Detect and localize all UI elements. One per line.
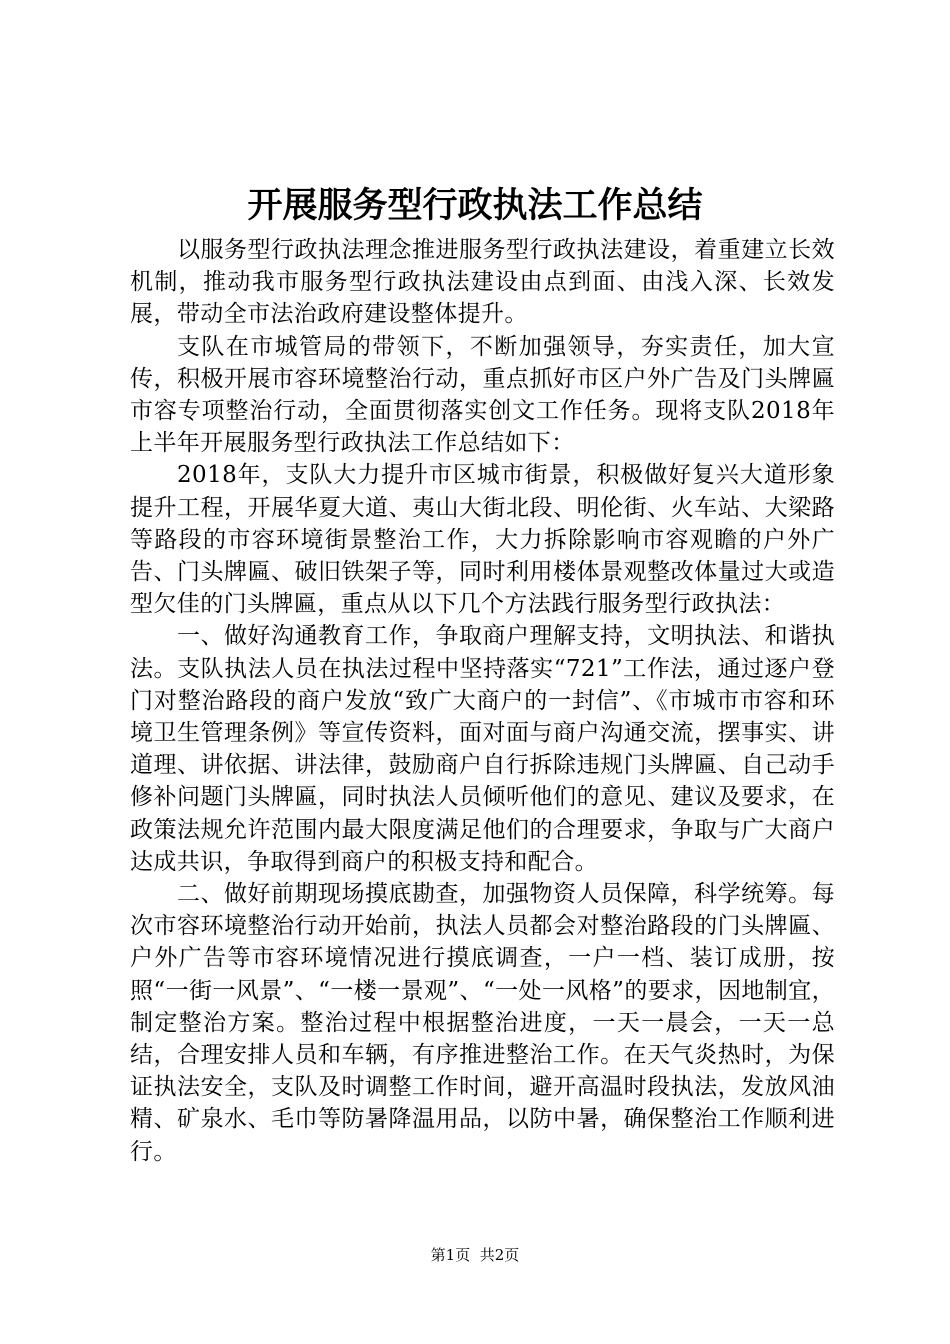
page-number-total: 共2页: [479, 1246, 520, 1264]
paragraph-overview-2018: 2018年，支队大力提升市区城市街景，积极做好复兴大道形象提升工程，开展华夏大道、夷山大街北段、明伦街、火车站、大梁路等路段的市容环境街景整治工作，大力拆除影响市容观瞻的户外广告、门头牌匾、破旧铁架子等，同时利用楼体景观整改体量过大或造型欠佳的门头牌匾，重点从以下几个方法践行服务型行政执法：: [130, 462, 835, 618]
paragraph-section-two: 二、做好前期现场摸底勘查，加强物资人员保障，科学统筹。每次市容环境整治行动开始前，执法人员都会对整治路段的门头牌匾、户外广告等市容环境情况进行摸底调查，一户一档、装订成册，按照“一街一风景”、“一楼一景观”、“一处一风格”的要求，因地制宜，制定整治方案。整治过程中根据整治进度，一天一晨会，一天一总结，合理安排人员和车辆，有序推进整治工作。在天气炎热时，为保证执法安全，支队及时调整工作时间，避开高温时段执法，发放风油精、矿泉水、毛巾等防暑降温用品，以防中暑，确保整治工作顺利进行。: [130, 881, 835, 1165]
document-body: [130, 234, 835, 1168]
page-number-current: 第1页: [430, 1246, 471, 1264]
paragraph-intro: 以服务型行政执法理念推进服务型行政执法建设，着重建立长效机制，推动我市服务型行政执法建设由点到面、由浅入深、长效发展，带动全市法治政府建设整体提升。: [130, 237, 835, 328]
document-title: 开展服务型行政执法工作总结: [247, 185, 703, 226]
paragraph-section-one: 一、做好沟通教育工作，争取商户理解支持，文明执法、和谐执法。支队执法人员在执法过程中坚持落实“721”工作法，通过逐户登门对整治路段的商户发放“致广大商户的一封信”、《市城市市容和环境卫生管理条例》等宣传资料，面对面与商户沟通交流，摆事实、讲道理、讲依据、讲法律，鼓励商户自行拆除违规门头牌匾、自己动手修补问题门头牌匾，同时执法人员倾听他们的意见、建议及要求，在政策法规允许范围内最大限度满足他们的合理要求，争取与广大商户达成共识，争取得到商户的积极支持和配合。: [130, 623, 835, 875]
page-footer: [0, 1245, 950, 1265]
footer-separator: [470, 1246, 480, 1264]
paragraph-background: 支队在市城管局的带领下，不断加强领导，夯实责任，加大宣传，积极开展市容环境整治行动，重点抓好市区户外广告及门头牌匾市容专项整治行动，全面贯彻落实创文工作任务。现将支队2018年上半年开展服务型行政执法工作总结如下：: [130, 333, 835, 457]
